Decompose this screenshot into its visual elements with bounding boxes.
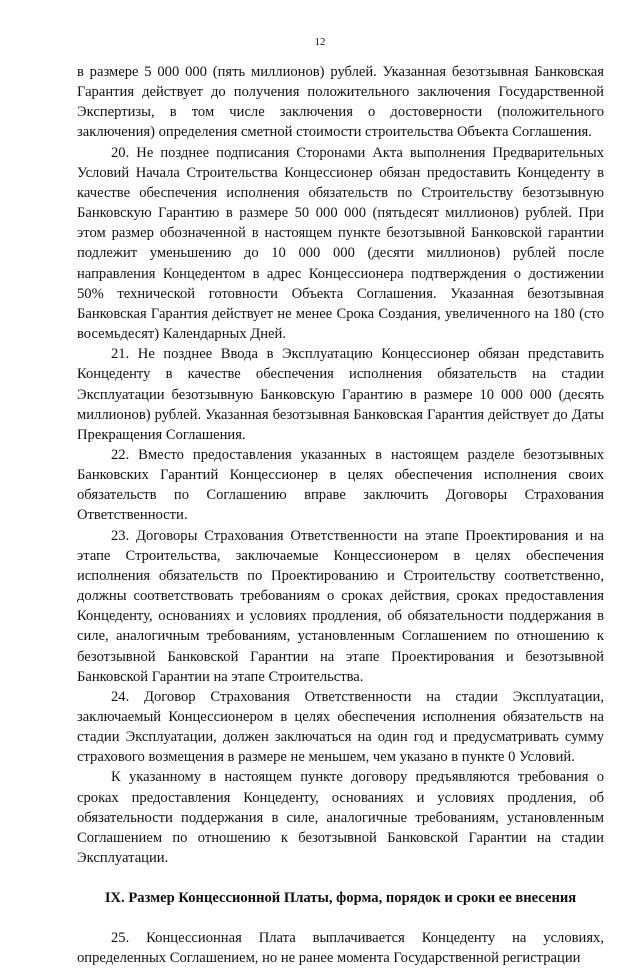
paragraph-clause-21: 21. Не позднее Ввода в Эксплуатацию Концессионер обязан представить Концеденту в качестве обеспечения исполнения обязательств на стадии Эксплуатации безотзывную Банковскую Гарантию в размере 10 000 000 (десять миллионов) рублей. Указанная безотзывная Банковская Гарантия действует до Даты Прекращения Соглашения. [77,346,604,443]
document-body [77,62,604,969]
section-heading: IX. Размер Концессионной Платы, форма, порядок и сроки ее внесения [104,890,577,907]
paragraph-clause-22: 22. Вместо предоставления указанных в настоящем разделе безотзывных Банковских Гарантий Концессионер в целях обеспечения исполнения своих обязательств по Соглашению вправе заключить Договоры Страхования Ответственности. [77,446,604,524]
paragraph-clause-24-requirements: К указанному в настоящем пункте договору предъявляются требования о сроках предоставления Концеденту, основаниях и условиях продления, об обязательности поддержания в силе, аналогичные требованиям, установленным Соглашением по отношению к безотзывной Банковской Гарантии на стадии Эксплуатации. [77,769,604,867]
paragraph-clause-25: 25. Концессионная Плата выплачивается Концеденту на условиях, определенных Соглашением, но не ранее момента Государственной регистрации [77,930,604,967]
paragraph-clause-23: 23. Договоры Страхования Ответственности на этапе Проектирования и на этапе Строительства, заключаемые Концессионером в целях обеспечения исполнения обязательств по Проектированию и Строительству соответственно, должны соответствовать требованиям о сроках действия, сроках предоставления Концеденту, основаниях и условиях продления, об обязательности поддержания в силе, аналогичным требованиям, установленным Соглашением по отношению к безотзывной Банковской Гарантии на этапе Проектирования и безотзывной Банковской Гарантии на этапе Строительства. [77,527,604,685]
paragraph-clause-20: 20. Не позднее подписания Сторонами Акта выполнения Предварительных Условий Начала Строительства Концессионер обязан предоставить Концеденту в качестве обеспечения исполнения обязательств по Строительству безотзывную Банковскую Гарантию в размере 50 000 000 (пятьдесят миллионов) рублей. При этом размер обозначенной в настоящем пункте безотзывной Банковской гарантии подлежит уменьшению до 10 000 000 (десяти миллионов) рублей после направления Концедентом в адрес Концессионера подтверждения о достижении 50% технической готовности Объекта Соглашения. Указанная безотзывная Банковская Гарантия действует не менее Срока Создания, увеличенного на 180 (сто восемьдесят) Календарных Дней. [77,144,604,343]
paragraph-continuation: в размере 5 000 000 (пять миллионов) рублей. Указанная безотзывная Банковская Гарантия действует до получения положительного заключения Государственной Экспертизы, в том числе заключения о достоверности (положительного заключения) определения сметной стоимости строительства Объекта Соглашения. [77,64,604,141]
paragraph-clause-24: 24. Договор Страхования Ответственности на стадии Эксплуатации, заключаемый Концессионером в целях обеспечения исполнения обязательств на стадии Эксплуатации, должен заключаться на один год и предусматривать сумму страхового возмещения в размере не меньшем, чем указано в пункте 0 Условий. [77,688,604,766]
page-number: 12 [314,36,326,48]
